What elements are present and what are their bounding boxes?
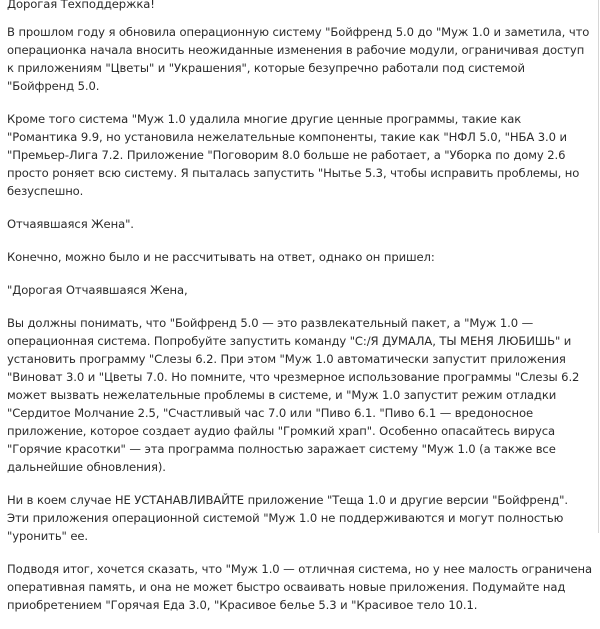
- letter-greeting: Дорогая Техподдержка!: [7, 0, 155, 11]
- reply-paragraph-1: Вы должны понимать, что "Бойфренд 5.0 — это развлекательный пакет, а "Муж 1.0 — операционная система. Попробуйте запустить команду "C:/Я ДУМАЛА, ТЫ МЕНЯ ЛЮБИШЬ" и установить программу "Слезы 6.2. При этом "Муж 1.0 автоматически запустит приложения "Виноват 3.0 и "Цветы 7.0. Но помните, что чрезмерное использование программы "Слезы 6.2 может вызвать нежелательные проблемы в системе, и "Муж 1.0 запустит режим отладки "Сердитое Молчание 2.5, "Счастливый час 7.0 или "Пиво 6.1. "Пиво 6.1 — вредоносное приложение, которое создает аудио файлы "Громкий храп". Особенно опасайтесь вируса "Горячие красотки" — эта программа полностью заражает систему "Муж 1.0 (а также все дальнейшие обновления).: [7, 316, 580, 474]
- reply-paragraph-3: Подводя итог, хочется сказать, что "Муж 1.0 — отличная система, но у нее малость ограничена оперативная память, и она не может быстро осваивать новые приложения. Подумайте над приобретением "Горячая Еда 3.0, "Красивое белье 5.3 и "Красивое тело 10.1.: [7, 562, 592, 612]
- narrative-paragraph: Конечно, можно было и не рассчитывать на ответ, однако он пришел:: [7, 250, 435, 264]
- right-border-line: [598, 0, 599, 533]
- letter-paragraph-1: В прошлом году я обновила операционную систему "Бойфренд 5.0 до "Муж 1.0 и заметила, что операционка начала вносить неожиданные изменения в рабочие модули, ограничивая доступ к приложениям "Цветы" и "Украшения", которые безупречно работали под системой "Бойфренд 5.0.: [7, 25, 590, 93]
- letter-text: [7, 0, 593, 629]
- reply-paragraph-2: Ни в коем случае НЕ УСТАНАВЛИВАЙТЕ приложение "Теща 1.0 и другие версии "Бойфренд". Эти приложения операционной системой "Муж 1.0 не поддерживаются и могут полностью "уронить" ее.: [7, 493, 568, 543]
- letter-paragraph-2: Кроме того система "Муж 1.0 удалила многие другие ценные программы, такие как "Романтика 9.9, но установила нежелательные компоненты, такие как "НФЛ 5.0, "НБА 3.0 и "Премьер-Лига 7.2. Приложение "Поговорим 8.0 больше не работает, а "Уборка по дому 2.6 просто роняет всю систему. Я пыталась запустить "Нытье 5.3, чтобы исправить проблемы, но безуспешно.: [7, 112, 580, 198]
- reply-greeting: "Дорогая Отчаявшаяся Жена,: [7, 283, 188, 297]
- letter-signature: Отчаявшаяся Жена".: [7, 217, 134, 231]
